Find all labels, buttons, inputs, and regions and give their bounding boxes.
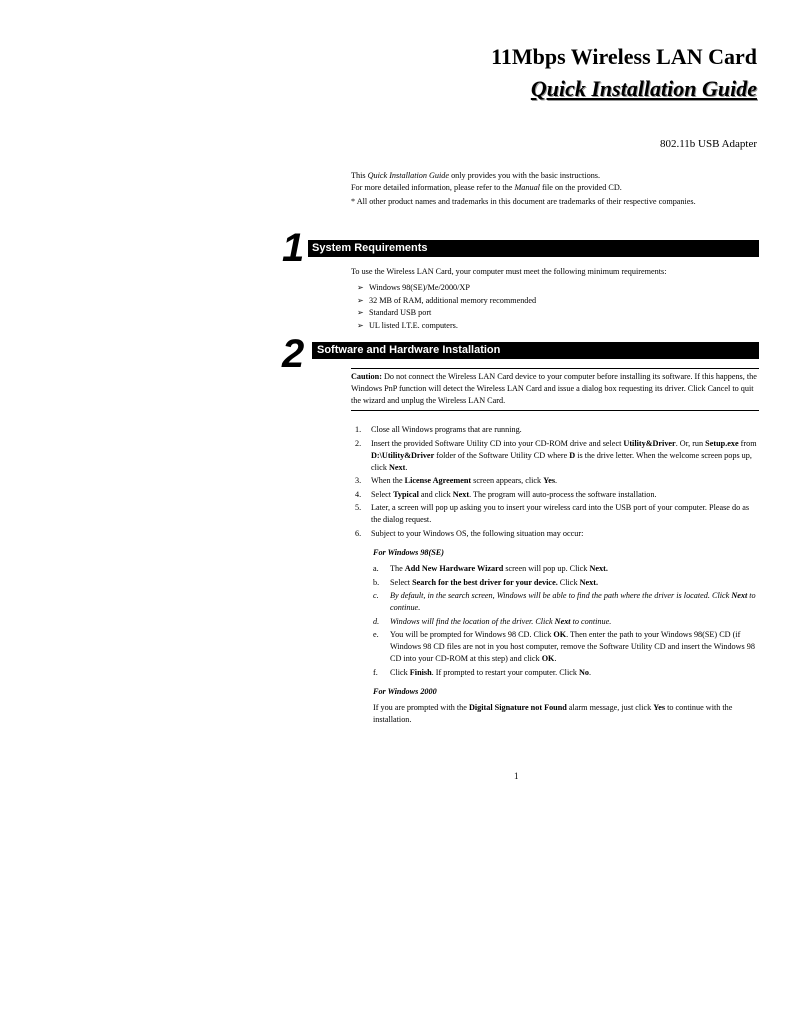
intro-line-2	[351, 182, 761, 194]
text-run: Add New Hardware Wizard	[404, 564, 504, 573]
intro-guide-name: Quick Installation Guide	[367, 171, 450, 180]
document-title: 11Mbps Wireless LAN Card	[491, 44, 757, 69]
section-number-2: 2	[282, 332, 305, 376]
text-run: . If prompted to restart your computer. Click	[431, 667, 579, 677]
text-run: Next	[554, 616, 571, 626]
windows-2000-text	[373, 702, 761, 726]
text-run: screen appears, click	[471, 476, 544, 485]
text-run: Click	[557, 577, 580, 587]
text-run: Utility&Driver	[623, 438, 676, 448]
list-item-text: UL listed I.T.E. computers.	[369, 320, 458, 330]
list-item	[373, 667, 761, 679]
text-run: When the	[371, 476, 405, 485]
product-name: 802.11b USB Adapter	[659, 138, 757, 150]
text-run: to continue.	[390, 591, 756, 612]
step-number: 5.	[355, 503, 362, 512]
list-item	[351, 528, 761, 540]
intro-text: For more detailed information, please refer to the	[351, 183, 515, 192]
item-letter: f.	[373, 667, 378, 677]
windows-2000-heading: For Windows 2000	[373, 687, 437, 696]
text-run: screen will pop up. Click	[503, 564, 590, 573]
text-run: .	[554, 654, 557, 663]
step-text	[371, 438, 761, 474]
list-item	[373, 629, 761, 665]
item-text	[390, 563, 761, 575]
document-subtitle: Quick Installation Guide	[530, 76, 757, 101]
text-run: Search for the best driver for your device.	[412, 577, 558, 587]
item-letter: c.	[373, 591, 379, 600]
text-run: Typical	[393, 489, 419, 499]
caution-text: Do not connect the Wireless LAN Card device to your computer before installing its software. If this happens, the Windows PnP function will detect the Wireless LAN Card and issue a dialog box requesting its driver. Click Cancel to quit the wizard and unplug the Wireless LAN Card.	[351, 372, 757, 405]
item-text	[390, 629, 761, 665]
intro-line-1	[351, 170, 761, 182]
list-item	[357, 282, 536, 295]
text-run: from	[738, 438, 757, 448]
text-run: License Agreement	[404, 476, 472, 485]
item-text	[390, 577, 761, 589]
text-run: . Then enter the path to your Windows 98(SE) CD (if Windows 98 CD files are not in you host computer, remove the Software Utility CD and insert the Windows 98 CD into your CD-ROM at this step) and click	[390, 630, 755, 663]
text-run: Click	[390, 667, 410, 677]
step-number: 1.	[355, 425, 362, 434]
arrow-bullet-icon: ➢	[357, 320, 364, 330]
text-run: Later, a screen will pop up asking you to insert your wireless card into the USB port of your computer. Please do as the dialog request.	[371, 503, 750, 524]
text-run: Digital Signature not Found	[468, 703, 567, 712]
list-item-text: Standard USB port	[369, 308, 432, 317]
windows-98-instructions	[373, 547, 761, 680]
text-run: Next	[452, 489, 470, 499]
section-number-1: 1	[282, 226, 305, 270]
text-run: .	[555, 476, 558, 485]
text-run: D	[569, 450, 576, 460]
arrow-bullet-icon: ➢	[357, 308, 364, 317]
list-item	[373, 616, 761, 628]
caution-label: Caution:	[351, 372, 382, 381]
list-item	[357, 307, 536, 320]
text-run: Next.	[589, 564, 608, 573]
text-run: Setup.exe	[705, 438, 739, 448]
page-number: 1	[514, 771, 519, 781]
text-run: The	[390, 564, 405, 573]
text-run: Insert the provided Software Utility CD into your CD-ROM drive and select	[371, 438, 624, 448]
item-text	[390, 616, 761, 628]
intro-text: only provides you with the basic instructions.	[449, 171, 601, 180]
intro-text: file on the provided CD.	[539, 183, 622, 192]
text-run: Next	[388, 462, 406, 472]
text-run: .	[405, 462, 408, 472]
item-letter: e.	[373, 630, 379, 639]
item-text	[390, 590, 761, 614]
text-run: Finish	[409, 667, 432, 677]
text-run: Select	[390, 577, 413, 587]
step-number: 4.	[355, 489, 362, 499]
requirements-intro: To use the Wireless LAN Card, your computer must meet the following minimum requirements:	[351, 267, 667, 276]
text-run: Yes	[653, 703, 666, 712]
text-run: Close all Windows programs that are running.	[371, 425, 522, 434]
list-item	[351, 475, 761, 487]
windows-98-list	[373, 563, 761, 679]
list-item	[373, 563, 761, 575]
step-number: 6.	[355, 528, 362, 538]
text-run: By default, in the search screen, Windows will be able to find the path where the driver is located. Click	[390, 591, 732, 600]
text-run: Select	[371, 489, 394, 499]
text-run: .	[589, 667, 592, 677]
list-item	[351, 502, 761, 526]
item-letter: a.	[373, 564, 379, 573]
list-item	[351, 489, 761, 501]
text-run: alarm message, just click	[566, 703, 654, 712]
list-item	[351, 438, 761, 474]
step-text	[371, 489, 761, 501]
intro-paragraph	[351, 170, 761, 194]
caution-box	[351, 368, 759, 411]
item-text	[390, 667, 761, 679]
text-run: You will be prompted for Windows 98 CD. Click	[390, 630, 554, 639]
list-item-text: Windows 98(SE)/Me/2000/XP	[369, 283, 470, 292]
text-run: to continue.	[570, 616, 612, 626]
arrow-bullet-icon: ➢	[357, 283, 364, 292]
text-run: OK	[541, 654, 555, 663]
list-item	[373, 590, 761, 614]
list-item	[357, 320, 536, 333]
text-run: Windows will find the location of the driver. Click	[390, 616, 555, 626]
arrow-bullet-icon: ➢	[357, 295, 364, 305]
installation-steps	[351, 424, 761, 541]
text-run: If you are prompted with the	[373, 703, 469, 712]
text-run: Next	[731, 591, 748, 600]
windows-98-heading: For Windows 98(SE)	[373, 548, 444, 557]
text-run: . The program will auto-process the software installation.	[469, 489, 657, 499]
list-item-text: 32 MB of RAM, additional memory recommended	[369, 295, 537, 305]
item-letter: b.	[373, 577, 380, 587]
item-letter: d.	[373, 616, 380, 626]
text-run: . Or, run	[675, 438, 706, 448]
step-number: 2.	[355, 438, 362, 448]
text-run: and click	[418, 489, 453, 499]
list-item	[357, 295, 536, 308]
intro-manual-name: Manual	[514, 183, 540, 192]
step-text	[371, 424, 761, 436]
step-text	[371, 502, 761, 526]
text-run: D:\Utility&Driver	[371, 450, 435, 460]
requirements-list	[357, 282, 536, 332]
text-run: OK	[553, 630, 567, 639]
windows-2000-instructions	[373, 686, 761, 726]
text-run: Subject to your Windows OS, the following situation may occur:	[371, 528, 584, 538]
list-item	[351, 424, 761, 436]
section-header-system-requirements: System Requirements	[308, 240, 759, 257]
step-number: 3.	[355, 476, 362, 485]
text-run: folder of the Software Utility CD where	[434, 450, 570, 460]
list-item	[373, 577, 761, 589]
intro-text: This	[351, 171, 368, 180]
text-run: to continue with the installation.	[373, 703, 733, 724]
step-text	[371, 528, 761, 540]
text-run: Next.	[579, 577, 599, 587]
text-run: No	[579, 667, 590, 677]
section-header-installation: Software and Hardware Installation	[312, 342, 759, 359]
text-run: is the drive letter. When the welcome screen pops up, click	[371, 450, 752, 472]
step-text	[371, 475, 761, 487]
text-run: Yes	[543, 476, 556, 485]
trademark-note: * All other product names and trademarks in this document are trademarks of their respective companies.	[351, 197, 696, 206]
